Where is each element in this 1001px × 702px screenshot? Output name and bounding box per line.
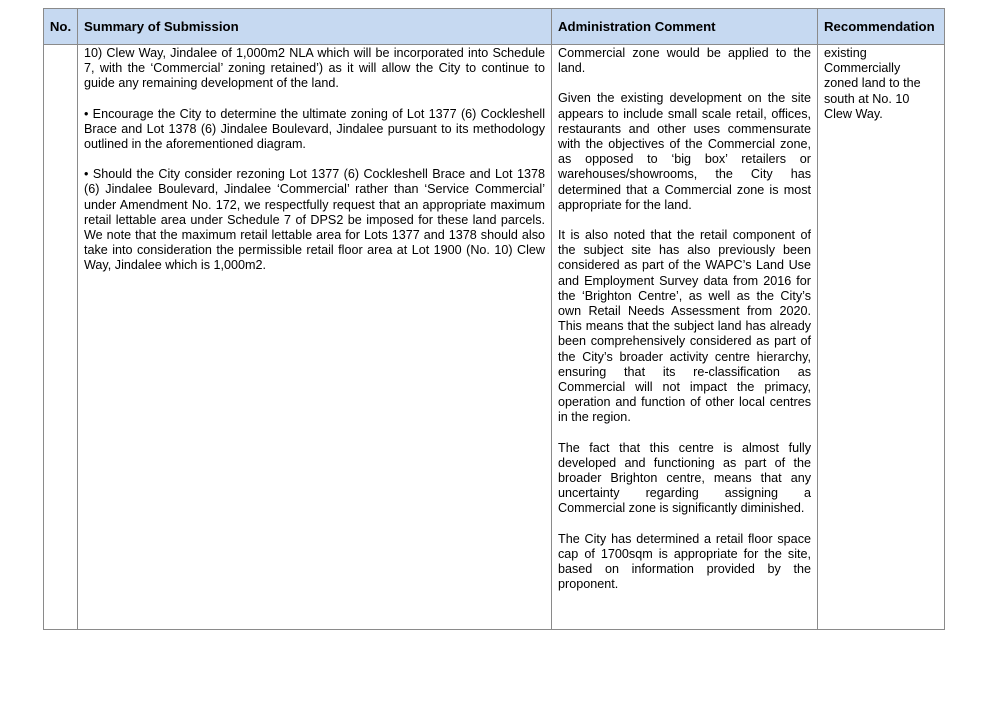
admin-paragraph: The City has determined a retail floor space cap of 1700sqm is appropriate for the site, based on information provided by the proponent. xyxy=(558,531,811,592)
admin-paragraph: Given the existing development on the site appears to include small scale retail, offices, restaurants and other uses commensurate with the objectives of the Commercial zone, as opposed to ‘big box’ retailers or warehouses/showrooms, the City has determined that a Commercial zone is most appropriate for the land. xyxy=(558,91,811,212)
cell-admin-comment xyxy=(552,45,818,630)
summary-paragraph: • Should the City consider rezoning Lot 1377 (6) Cockleshell Brace and Lot 1378 (6) Jindalee Boulevard, Jindalee ‘Commercial’ rather than ‘Service Commercial’ under Amendment No. 172, we respectfully request that an appropriate maximum retail lettable area under Schedule 7 of DPS2 be imposed for these land parcels. We note that the maximum retail lettable area for Lots 1377 and 1378 should also take into consideration the permissible retail floor area at Lot 1900 (No. 10) Clew Way, Jindalee which is 1,000m2. xyxy=(84,167,545,273)
summary-paragraph: • Encourage the City to determine the ultimate zoning of Lot 1377 (6) Cockleshell Brace and Lot 1378 (6) Jindalee Boulevard, Jindalee pursuant to its methodology outlined in the aforementioned diagram. xyxy=(84,106,545,152)
admin-paragraph: Commercial zone would be applied to the land. xyxy=(558,46,811,76)
cell-summary xyxy=(78,45,552,630)
header-admin-comment: Administration Comment xyxy=(552,9,818,45)
submissions-table xyxy=(43,8,945,630)
header-summary: Summary of Submission xyxy=(78,9,552,45)
summary-paragraph: 10) Clew Way, Jindalee of 1,000m2 NLA which will be incorporated into Schedule 7, with the ‘Commercial’ zoning retained’) as it will allow the City to continue to guide any remaining development of the land. xyxy=(84,46,545,91)
admin-paragraph: The fact that this centre is almost fully developed and functioning as part of the broader Brighton centre, means that any uncertainty regarding assigning a Commercial zone is significantly diminished. xyxy=(558,440,811,516)
cell-no xyxy=(44,45,78,630)
admin-paragraph: It is also noted that the retail component of the subject site has also previously been considered as part of the WAPC’s Land Use and Employment Survey data from 2016 for the ‘Brighton Centre’, as well as the City’s own Retail Needs Assessment from 2020. This means that the subject land has already been comprehensively considered as part of the City’s broader activity centre hierarchy, ensuring that its re-classification as Commercial will not impact the primacy, operation and function of other local centres in the region. xyxy=(558,228,811,425)
header-recommendation: Recommendation xyxy=(818,9,945,45)
cell-recommendation xyxy=(818,45,945,630)
table-header-row xyxy=(44,9,945,45)
recommendation-text: existing Commercially zoned land to the south at No. 10 Clew Way. xyxy=(824,46,921,121)
table-row xyxy=(44,45,945,630)
header-no: No. xyxy=(44,9,78,45)
